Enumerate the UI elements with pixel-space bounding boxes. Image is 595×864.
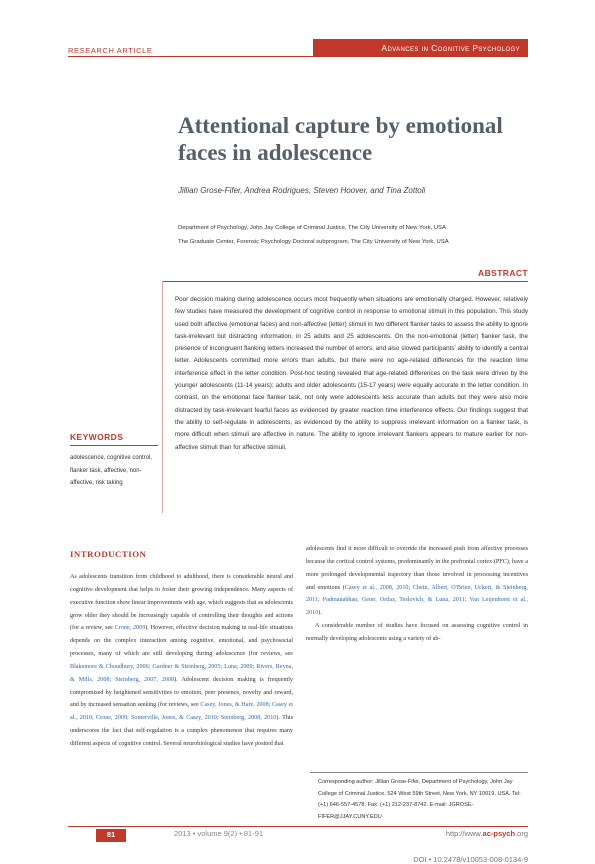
journal-url[interactable] xyxy=(446,829,528,838)
introduction-heading: INTRODUCTION xyxy=(70,549,147,559)
affiliations xyxy=(178,221,449,249)
correspondence-rule xyxy=(310,772,528,773)
text-run: ). xyxy=(318,610,322,617)
text-run: ). However, effective decision making in real-life situations depends on the complex interaction among cognitive, emotional, and psychosocial processes, many of which are still developing during adolescence (for reviews, see xyxy=(70,625,293,658)
abstract-heading: ABSTRACT xyxy=(478,268,528,278)
page-header xyxy=(68,39,528,59)
header-rule xyxy=(68,56,528,57)
section-label: RESEARCH ARTICLE xyxy=(68,46,153,55)
footer-rule xyxy=(68,826,528,827)
keywords-heading: KEYWORDS xyxy=(70,432,124,442)
url-suffix: .org xyxy=(515,829,528,838)
body-column-left xyxy=(70,571,293,751)
doi: DOI • 10.2478/v10053-008-0134-9 xyxy=(413,855,528,864)
url-prefix: http://www. xyxy=(445,829,483,838)
text-run: adolescents find it more difficult to override the increased push from affective processes because the cortical control systems, predominantly in the prefrontal cortex (PFC), have a more prolonged developmental trajectory than those involved in processing incentives and emotions ( xyxy=(306,546,528,591)
citation-link[interactable]: Blakemore & Choudhury, 2006; Gardner & Steinberg, 2005; Luna, 2009; Rivers, Reyna, & Mills, 2008; Steinberg, 2007, 2008 xyxy=(70,663,293,683)
journal-name-banner xyxy=(313,39,528,56)
article-title: Attentional capture by emotional faces in adolescence xyxy=(178,113,503,165)
intro-paragraph-2: A considerable number of studies have focused on assessing cognitive control in normally developing adolescents using a variety of ab- xyxy=(306,623,528,642)
citation-link[interactable]: Casey et al., 2008, 2010; Chein, Albert, O'Brien, Uckert, & Steinberg, 2011; Padmanabhan, Geier, Ordaz, Teslovich, & Luna, 2011; Van Leijenhorst et al., 2010 xyxy=(306,584,528,617)
correspondence-note: Corresponding author: Jillian Grose-Fifer, Department of Psychology, John Jay College of Criminal Justice, 524 West 59th Street, New York, NY 10019, USA. Tel: (+1) 646-557-4578. Fax: (+1) 212-237-8742. E-mail: JGROSE-FIFER@JJAY.CUNY.EDU xyxy=(318,779,521,820)
text-run: As adolescents transition from childhood to adulthood, there is considerable neural and cognitive development that helps to foster their growing independence. Many aspects of executive function show linear improvements with age, which suggests that as adolescents grow older they should be increasingly capable of controlling their thoughts and actions (for a review, see xyxy=(70,574,293,632)
affiliation-2: The Graduate Center, Forensic Psychology Doctoral subprogram, The City University of New York, USA xyxy=(178,239,449,245)
text-run: ). This underscores the fact that self-regulation is a complex phenomenon that requires many different aspects of cognitive control. Several neurobiological studies have posited that xyxy=(70,715,294,747)
page-number: 81 xyxy=(96,829,126,842)
intro-paragraph-1 xyxy=(70,571,293,751)
abstract-text: Poor decision making during adolescence occurs most frequently when situations are emotionally charged. However, relatively few studies have measured the development of cognitive control in response to emotional stimuli in this population. This study used both affective (emotional faces) and non-affective (letter) stimuli in two different flanker tasks to assess the ability to ignore task-irrelevant but distracting information, in 25 adults and 25 adolescents. On the non-emotional (letter) flanker task, the presence of incongruent flanking letters increased the number of errors, and also slowed participants' ability to identify a central letter. Adolescents committed more errors than adults, but there were no age-related differences for the reaction time interference effect in the letter condition. Post-hoc testing revealed that age-related differences on the task were driven by the younger adolescents (11-14 years); adults and older adolescents (15-17 years) were equally accurate in the letter condition. In contrast, on the emotional face flanker task, not only were adolescents less accurate than adults but they were also more distracted by task-irrelevant fearful faces as evidenced by greater reaction time interference effects. Our findings suggest that the ability to self-regulate in adolescents, as evidenced by the ability to suppress irrelevant information on a flanker task, is more difficult when stimuli are affective in nature. The ability to ignore irrelevant flankers appears to mature earlier for non-affective stimuli than for affective stimuli. xyxy=(175,296,528,451)
citation-link[interactable]: Crone, 2009 xyxy=(114,625,146,632)
text-run: ). Adolescent decision making is frequently compromised by heightened sensitivities to emotion, peer presence, novelty and reward, and by increased sensation seeking (for reviews, see xyxy=(70,676,293,709)
volume-info: 2013 • volume 9(2) • 81-91 xyxy=(174,829,264,838)
body-column-right xyxy=(306,543,528,646)
affiliation-1: Department of Psychology, John Jay College of Criminal Justice, The City University of New York, USA xyxy=(178,225,446,231)
abstract-rule xyxy=(162,281,528,282)
intro-paragraph-1-continued xyxy=(306,543,528,620)
abstract-side-rule xyxy=(162,281,163,513)
citation-link[interactable]: Casey, Jones, & Hare, 2008; Casey et al., 2010; Crone, 2009; Somerville, Jones, & Casey, 2010; Steinberg, 2008, 2010 xyxy=(70,702,294,722)
keywords-rule xyxy=(70,445,158,446)
url-domain: ac-psych xyxy=(482,829,516,838)
author-list: Jillian Grose-Fifer, Andrea Rodrigues, Steven Hoover, and Tina Zottoli xyxy=(178,186,426,195)
journal-name: Advances in Cognitive Psychology xyxy=(381,43,520,53)
keywords-text: adolescence, cognitive control, flanker task, affective, non-affective, risk taking xyxy=(70,455,153,487)
